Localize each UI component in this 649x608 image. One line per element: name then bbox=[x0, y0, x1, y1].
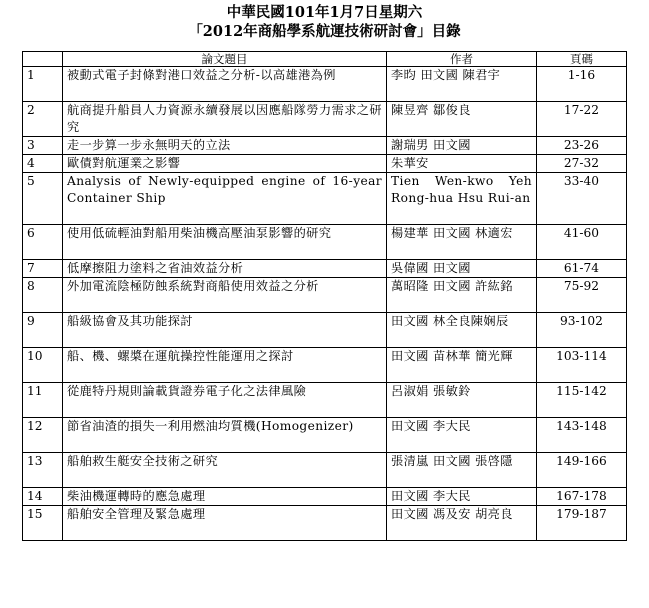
paper-authors: 萬昭隆 田文國 許紘銘 bbox=[387, 278, 537, 313]
page-range: 17-22 bbox=[537, 102, 627, 137]
row-number: 13 bbox=[23, 453, 63, 488]
header-pages: 頁碼 bbox=[537, 52, 627, 67]
table-row bbox=[23, 488, 627, 506]
table-header-row bbox=[23, 52, 627, 67]
document-subtitle: 「2012年商船學系航運技術研討會」目錄 bbox=[188, 23, 461, 40]
header-number bbox=[23, 52, 63, 67]
paper-title: 歐債對航運業之影響 bbox=[63, 155, 387, 173]
row-number: 8 bbox=[23, 278, 63, 313]
table-row bbox=[23, 260, 627, 278]
page-range: 1-16 bbox=[537, 67, 627, 102]
table-row bbox=[23, 506, 627, 541]
paper-authors: 田文國 李大民 bbox=[387, 418, 537, 453]
table-row bbox=[23, 383, 627, 418]
page-range: 93-102 bbox=[537, 313, 627, 348]
row-number: 11 bbox=[23, 383, 63, 418]
header-authors: 作者 bbox=[387, 52, 537, 67]
paper-title: 航商提升船員人力資源永續發展以因應船隊勞力需求之研究 bbox=[63, 102, 387, 137]
table-row bbox=[23, 453, 627, 488]
paper-authors: 朱華安 bbox=[387, 155, 537, 173]
table-row bbox=[23, 418, 627, 453]
paper-authors: 陳昱齊 鄒俊良 bbox=[387, 102, 537, 137]
paper-title: 被動式電子封條對港口效益之分析-以高雄港為例 bbox=[63, 67, 387, 102]
table-row bbox=[23, 102, 627, 137]
page-range: 41-60 bbox=[537, 225, 627, 260]
page-range: 179-187 bbox=[537, 506, 627, 541]
row-number: 14 bbox=[23, 488, 63, 506]
paper-title: 走一步算一步永無明天的立法 bbox=[63, 137, 387, 155]
paper-title: 船、機、螺槳在運航操控性能運用之探討 bbox=[63, 348, 387, 383]
table-row bbox=[23, 278, 627, 313]
table-row bbox=[23, 67, 627, 102]
table-row bbox=[23, 348, 627, 383]
row-number: 10 bbox=[23, 348, 63, 383]
paper-authors: 田文國 林全良陳娴辰 bbox=[387, 313, 537, 348]
paper-title: Analysis of Newly-equipped engine of 16-year Container Ship bbox=[63, 173, 387, 225]
row-number: 3 bbox=[23, 137, 63, 155]
page-range: 103-114 bbox=[537, 348, 627, 383]
paper-authors: 張清嵐 田文國 張啓隱 bbox=[387, 453, 537, 488]
paper-title: 使用低硫輕油對船用柴油機高壓油泵影響的研究 bbox=[63, 225, 387, 260]
paper-title: 從鹿特丹規則論載貨證券電子化之法律風險 bbox=[63, 383, 387, 418]
row-number: 6 bbox=[23, 225, 63, 260]
table-row bbox=[23, 137, 627, 155]
page-range: 143-148 bbox=[537, 418, 627, 453]
page-range: 149-166 bbox=[537, 453, 627, 488]
paper-authors: 田文國 李大民 bbox=[387, 488, 537, 506]
page-range: 115-142 bbox=[537, 383, 627, 418]
page-range: 167-178 bbox=[537, 488, 627, 506]
row-number: 9 bbox=[23, 313, 63, 348]
page-range: 75-92 bbox=[537, 278, 627, 313]
contents-table bbox=[22, 51, 627, 541]
page-range: 33-40 bbox=[537, 173, 627, 225]
table-row bbox=[23, 313, 627, 348]
paper-title: 外加電流陰極防蝕系統對商船使用效益之分析 bbox=[63, 278, 387, 313]
row-number: 2 bbox=[23, 102, 63, 137]
row-number: 15 bbox=[23, 506, 63, 541]
paper-authors: 楊建華 田文國 林適宏 bbox=[387, 225, 537, 260]
paper-title: 船級協會及其功能探討 bbox=[63, 313, 387, 348]
paper-title: 船舶安全管理及緊急處理 bbox=[63, 506, 387, 541]
header-title: 論文題目 bbox=[63, 52, 387, 67]
paper-authors: 呂淑娟 張敏鈴 bbox=[387, 383, 537, 418]
paper-title: 柴油機運轉時的應急處理 bbox=[63, 488, 387, 506]
page-range: 23-26 bbox=[537, 137, 627, 155]
paper-authors: 田文國 馮及安 胡亮良 bbox=[387, 506, 537, 541]
page-range: 27-32 bbox=[537, 155, 627, 173]
page-range: 61-74 bbox=[537, 260, 627, 278]
document-title: 中華民國101年1月7日星期六 bbox=[226, 4, 423, 21]
paper-authors: 吳偉國 田文國 bbox=[387, 260, 537, 278]
paper-authors: 謝瑞男 田文國 bbox=[387, 137, 537, 155]
table-row bbox=[23, 173, 627, 225]
row-number: 5 bbox=[23, 173, 63, 225]
row-number: 7 bbox=[23, 260, 63, 278]
paper-authors: 李昀 田文國 陳君宇 bbox=[387, 67, 537, 102]
table-row bbox=[23, 225, 627, 260]
table-row bbox=[23, 155, 627, 173]
row-number: 1 bbox=[23, 67, 63, 102]
paper-title: 船舶救生艇安全技術之研究 bbox=[63, 453, 387, 488]
row-number: 12 bbox=[23, 418, 63, 453]
paper-authors: Tien Wen-kwo Yeh Rong-hua Hsu Rui-an bbox=[387, 173, 537, 225]
row-number: 4 bbox=[23, 155, 63, 173]
paper-authors: 田文國 苗林華 簡光輝 bbox=[387, 348, 537, 383]
paper-title: 節省油渣的損失一利用燃油均質機(Homogenizer) bbox=[63, 418, 387, 453]
paper-title: 低摩擦阻力塗料之省油效益分析 bbox=[63, 260, 387, 278]
